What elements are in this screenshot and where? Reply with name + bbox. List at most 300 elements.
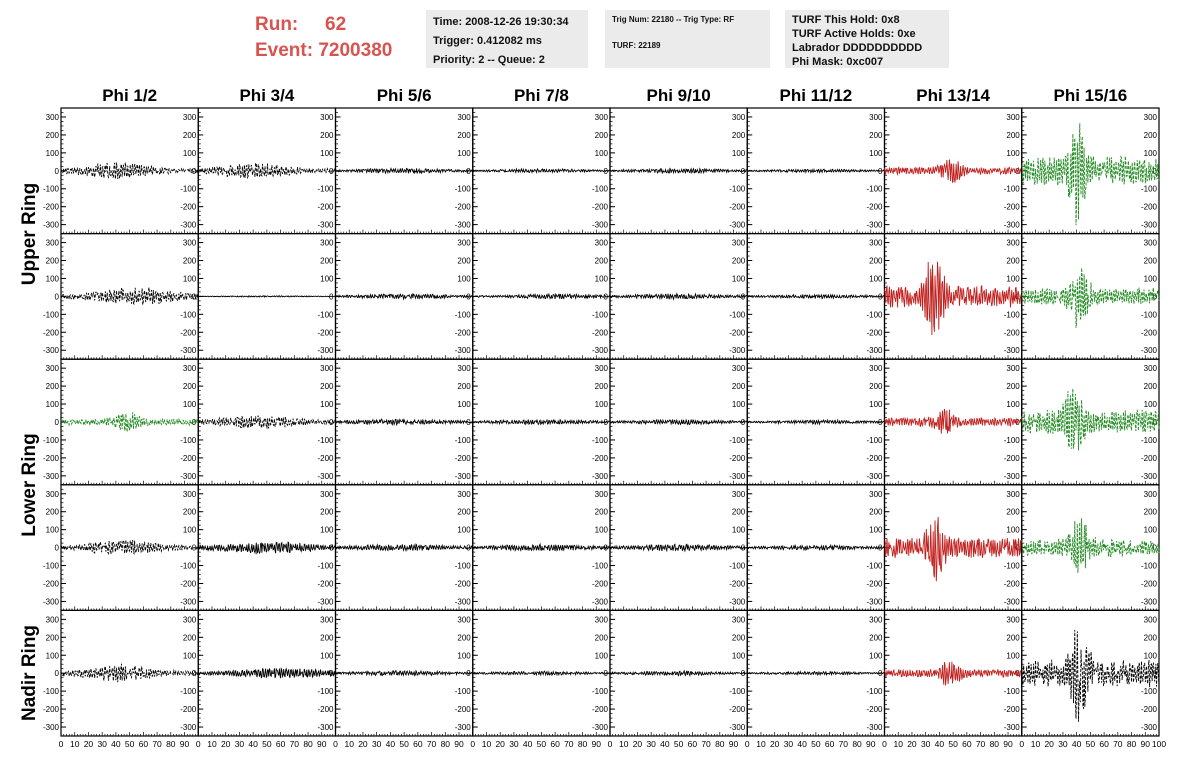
y-tick-label: -200	[454, 202, 471, 212]
y-tick-label: 300	[45, 238, 59, 248]
x-tick-label: 20	[220, 739, 231, 749]
x-tick-label: 10	[344, 739, 354, 749]
x-tick-label: 60	[275, 739, 286, 749]
y-tick-label: -200	[1140, 202, 1157, 212]
y-tick-label: 300	[731, 489, 746, 499]
y-tick-label: 0	[740, 292, 746, 302]
waveform-panel	[198, 359, 335, 485]
y-tick-label: 300	[45, 364, 59, 374]
y-tick-label: 100	[731, 274, 746, 284]
x-tick-label: 60	[1099, 739, 1109, 749]
y-tick-label: 100	[1143, 274, 1157, 284]
y-tick-label: 300	[457, 112, 471, 122]
waveform-panel	[747, 234, 884, 360]
x-tick-label: 30	[371, 739, 382, 749]
y-tick-label: 0	[878, 418, 883, 427]
y-tick-label: -200	[454, 453, 471, 463]
y-tick-label: -200	[317, 453, 334, 463]
y-tick-label: 200	[45, 382, 59, 392]
waveform-panel	[473, 485, 610, 611]
x-tick-label: 20	[769, 739, 780, 749]
y-tick-label: 200	[457, 130, 471, 140]
y-tick-label: -200	[591, 453, 608, 463]
x-tick-label: 90	[866, 739, 876, 749]
y-tick-label: -100	[866, 687, 883, 697]
trig-num-text: Trig Num: 22180 -- Trig Type: RF	[612, 15, 735, 24]
y-tick-label: 0	[1152, 292, 1157, 302]
y-tick-label: 300	[1006, 112, 1020, 122]
y-tick-label: -300	[180, 597, 197, 607]
waveform-trace	[747, 672, 884, 675]
y-tick-label: -100	[317, 561, 334, 571]
y-tick-label: 200	[45, 130, 59, 140]
y-tick-label: -200	[180, 202, 197, 212]
y-tick-label: -300	[454, 346, 471, 356]
y-tick-label: -200	[1140, 328, 1157, 338]
y-tick-label: -300	[180, 723, 197, 733]
waveform-trace	[473, 420, 610, 425]
waveform-trace	[885, 262, 1022, 338]
y-tick-label: 0	[54, 418, 59, 427]
y-tick-label: 300	[457, 364, 471, 374]
waveform-panel	[1022, 610, 1159, 736]
y-tick-label: -100	[729, 184, 746, 194]
waveform-panel	[747, 485, 884, 611]
y-tick-label: 200	[869, 256, 883, 266]
y-tick-label: -200	[729, 453, 746, 463]
y-tick-label: -100	[317, 687, 334, 697]
y-tick-label: -100	[866, 310, 883, 320]
y-tick-label: -200	[866, 579, 883, 589]
x-tick-label: 30	[783, 739, 794, 749]
y-tick-label: 0	[1015, 292, 1020, 302]
x-tick-label: 20	[358, 739, 368, 749]
y-tick-label: 100	[457, 525, 471, 535]
x-tick-label: 40	[385, 739, 396, 749]
y-tick-label: -300	[866, 220, 883, 230]
y-tick-label: 0	[1152, 543, 1157, 553]
y-tick-label: -100	[180, 310, 197, 320]
y-tick-label: 200	[320, 507, 334, 517]
waveform-trace	[336, 292, 473, 302]
waveform-trace	[885, 517, 1022, 581]
y-tick-label: -100	[1140, 310, 1157, 320]
y-tick-label: -300	[866, 723, 883, 733]
waveform-panel	[747, 610, 884, 736]
y-tick-label: -300	[866, 471, 883, 481]
y-tick-label: 300	[1143, 489, 1157, 499]
y-tick-label: 300	[869, 238, 883, 248]
y-tick-label: -100	[454, 561, 471, 571]
waveform-trace	[747, 420, 884, 424]
y-tick-label: 0	[329, 669, 334, 679]
y-tick-label: 200	[1006, 256, 1020, 266]
x-tick-label: 0	[470, 739, 476, 749]
x-tick-label: 60	[413, 739, 423, 749]
y-tick-label: -200	[317, 579, 334, 589]
y-tick-label: 300	[594, 112, 608, 122]
y-tick-label: 100	[182, 525, 197, 535]
ring-label: Lower Ring	[19, 433, 40, 537]
y-tick-label: -100	[866, 435, 883, 445]
y-tick-label: -200	[591, 579, 608, 589]
y-tick-label: 0	[54, 543, 59, 553]
y-tick-label: -300	[729, 597, 746, 607]
y-tick-label: 200	[869, 633, 883, 643]
y-tick-label: 0	[1015, 166, 1020, 176]
y-tick-label: 0	[1015, 669, 1020, 679]
y-tick-label: 100	[594, 525, 608, 535]
waveform-trace	[61, 664, 198, 683]
x-tick-label: 30	[1058, 739, 1068, 749]
y-tick-label: 0	[603, 418, 608, 427]
x-tick-label: 40	[660, 739, 670, 749]
y-tick-label: 200	[594, 633, 608, 643]
y-tick-label: 300	[869, 112, 883, 122]
y-tick-label: 100	[1143, 148, 1157, 158]
y-tick-label: 200	[182, 382, 197, 392]
x-tick-label: 40	[111, 739, 121, 749]
y-tick-label: 100	[1006, 148, 1020, 158]
y-tick-label: -100	[1140, 687, 1157, 697]
waveform-panel	[885, 359, 1022, 485]
waveform-panel	[198, 234, 335, 360]
y-tick-label: 100	[45, 651, 59, 661]
waveform-trace	[610, 166, 747, 176]
y-tick-label: 300	[869, 489, 883, 499]
y-tick-label: 200	[182, 130, 197, 140]
x-tick-label: 10	[893, 739, 903, 749]
x-tick-label: 80	[166, 739, 176, 749]
y-tick-label: 100	[594, 274, 608, 284]
y-tick-label: 200	[1143, 256, 1157, 266]
x-tick-label: 90	[1140, 739, 1151, 749]
y-tick-label: 300	[45, 615, 59, 625]
x-tick-label: 70	[1113, 739, 1123, 749]
y-tick-label: 100	[320, 400, 334, 410]
y-tick-label: -300	[1140, 220, 1157, 230]
y-tick-label: -200	[1003, 453, 1020, 463]
y-tick-label: 300	[594, 364, 608, 374]
y-tick-label: -300	[591, 471, 608, 481]
column-header: Phi 9/10	[646, 86, 711, 105]
y-tick-label: -100	[180, 687, 197, 697]
y-tick-label: 0	[603, 292, 608, 302]
y-tick-label: 300	[320, 615, 334, 625]
y-tick-label: -100	[729, 310, 746, 320]
x-tick-label: 70	[838, 739, 849, 749]
x-tick-label: 10	[207, 739, 217, 749]
x-tick-label: 90	[179, 739, 190, 749]
y-tick-label: -100	[317, 435, 334, 445]
y-tick-label: 0	[191, 166, 197, 176]
x-tick-label: 50	[811, 739, 821, 749]
y-tick-label: 0	[603, 543, 608, 553]
x-tick-label: 10	[69, 739, 80, 749]
y-tick-label: 100	[869, 525, 883, 535]
y-tick-label: 0	[329, 543, 334, 553]
y-tick-label: 0	[329, 166, 334, 176]
waveform-trace	[747, 294, 884, 298]
waveform-panel	[336, 610, 473, 736]
y-tick-label: 0	[603, 669, 608, 679]
y-tick-label: -200	[454, 328, 471, 338]
y-tick-label: 0	[740, 418, 746, 427]
waveform-trace	[610, 294, 747, 300]
column-header: Phi 3/4	[239, 86, 295, 105]
y-tick-label: 100	[1006, 274, 1020, 284]
y-tick-label: 200	[869, 130, 883, 140]
y-tick-label: 300	[1006, 489, 1020, 499]
waveform-trace	[61, 540, 198, 554]
y-tick-label: 200	[1143, 382, 1157, 392]
y-tick-label: -100	[591, 561, 608, 571]
waveform-panel	[336, 359, 473, 485]
labrador-text: Labrador DDDDDDDDDD	[792, 42, 923, 54]
y-tick-label: 0	[740, 543, 746, 553]
x-tick-label: 30	[646, 739, 656, 749]
y-tick-label: -200	[866, 453, 883, 463]
y-tick-label: 300	[182, 615, 197, 625]
x-tick-label: 70	[289, 739, 300, 749]
run-value: 62	[325, 14, 347, 35]
waveform-panel	[43, 234, 198, 360]
y-tick-label: -200	[454, 579, 471, 589]
waveform-trace	[1022, 389, 1159, 451]
waveform-trace	[1022, 630, 1159, 722]
y-tick-label: -300	[317, 471, 334, 481]
y-tick-label: 0	[1152, 418, 1157, 427]
y-tick-label: -100	[1003, 310, 1020, 320]
y-tick-label: -300	[454, 471, 471, 481]
y-tick-label: -300	[1140, 471, 1157, 481]
turf-num-text: TURF: 22189	[612, 41, 661, 50]
y-tick-label: -100	[317, 310, 334, 320]
y-tick-label: -100	[1140, 184, 1157, 194]
y-tick-label: -200	[42, 328, 59, 338]
column-header: Phi 13/14	[916, 86, 990, 105]
x-tick-label: 10	[756, 739, 766, 749]
waveform-trace	[747, 169, 884, 172]
y-tick-label: 0	[603, 166, 608, 176]
y-tick-label: 0	[1152, 669, 1157, 679]
waveform-panel	[198, 485, 335, 611]
waveform-trace	[473, 671, 610, 675]
y-tick-label: -100	[1003, 561, 1020, 571]
waveform-trace	[198, 296, 335, 297]
y-tick-label: 300	[1006, 238, 1020, 248]
y-tick-label: 200	[1006, 633, 1020, 643]
x-tick-label: 40	[797, 739, 807, 749]
y-tick-label: -100	[454, 184, 471, 194]
y-tick-label: 100	[182, 274, 197, 284]
y-tick-label: -200	[42, 202, 59, 212]
y-tick-label: 0	[191, 669, 197, 679]
y-tick-label: 200	[1143, 507, 1157, 517]
ring-label: Upper Ring	[19, 182, 40, 285]
x-tick-label: 10	[481, 739, 492, 749]
waveform-trace	[610, 544, 747, 551]
y-tick-label: 100	[731, 651, 746, 661]
y-tick-label: -100	[42, 184, 59, 194]
waveform-panel	[885, 108, 1022, 234]
waveform-panel	[885, 610, 1022, 736]
waveform-trace	[747, 545, 884, 550]
y-tick-label: -200	[591, 705, 608, 715]
x-tick-label: 20	[495, 739, 505, 749]
waveform-trace	[885, 662, 1022, 686]
y-tick-label: -100	[42, 435, 59, 445]
y-tick-label: 100	[1006, 525, 1020, 535]
y-tick-label: 200	[731, 256, 746, 266]
x-tick-label: 20	[632, 739, 643, 749]
y-tick-label: 100	[594, 400, 608, 410]
y-tick-label: 0	[466, 669, 471, 679]
waveform-panel	[198, 610, 335, 736]
x-tick-label: 80	[1126, 739, 1137, 749]
y-tick-label: 100	[1006, 651, 1020, 661]
y-tick-label: -100	[866, 184, 883, 194]
x-tick-label: 90	[317, 739, 327, 749]
y-tick-label: 0	[878, 166, 883, 176]
x-tick-label: 70	[701, 739, 711, 749]
y-tick-label: 200	[594, 130, 608, 140]
y-tick-label: 100	[182, 400, 197, 410]
y-tick-label: -100	[1003, 687, 1020, 697]
y-tick-label: -300	[1140, 597, 1157, 607]
y-tick-label: 200	[1143, 130, 1157, 140]
y-tick-label: 0	[329, 292, 334, 302]
x-tick-label: 0	[1019, 739, 1025, 749]
y-tick-label: -200	[1140, 453, 1157, 463]
y-tick-label: 200	[869, 507, 883, 517]
y-tick-label: 200	[731, 130, 746, 140]
waveform-trace	[610, 420, 747, 425]
y-tick-label: -200	[42, 453, 59, 463]
y-tick-label: 0	[878, 669, 883, 679]
y-tick-label: -300	[591, 723, 608, 733]
y-tick-label: -200	[317, 328, 334, 338]
x-tick-label: 90	[728, 739, 739, 749]
y-tick-label: 300	[1143, 364, 1157, 374]
y-tick-label: 300	[594, 238, 608, 248]
y-tick-label: -200	[1140, 705, 1157, 715]
y-tick-label: 100	[869, 148, 883, 158]
x-tick-label: 70	[426, 739, 437, 749]
y-tick-label: 200	[594, 382, 608, 392]
waveform-trace	[336, 669, 473, 679]
y-tick-label: -100	[42, 310, 59, 320]
x-tick-label: 10	[618, 739, 629, 749]
y-tick-label: -100	[591, 310, 608, 320]
waveform-trace	[1022, 518, 1159, 573]
y-tick-label: -300	[42, 471, 59, 481]
y-tick-label: -300	[1140, 346, 1157, 356]
y-tick-label: 0	[466, 543, 471, 553]
y-tick-label: 300	[1143, 615, 1157, 625]
y-tick-label: 300	[182, 364, 197, 374]
waveform-panel	[885, 234, 1022, 360]
y-tick-label: 300	[1006, 615, 1020, 625]
waveform-panel	[747, 359, 884, 485]
waveform-panel	[43, 359, 198, 485]
column-header: Phi 1/2	[102, 86, 158, 105]
y-tick-label: -100	[729, 435, 746, 445]
waveform-panel	[336, 234, 473, 360]
y-tick-label: 0	[1015, 418, 1020, 427]
x-tick-label: 40	[1071, 739, 1082, 749]
waveform-panel	[885, 485, 1022, 611]
phi-mask-text: Phi Mask: 0xc007	[792, 56, 884, 68]
y-tick-label: 300	[731, 364, 746, 374]
y-tick-label: 100	[457, 400, 471, 410]
y-tick-label: 0	[1015, 543, 1020, 553]
y-tick-label: -300	[1003, 471, 1020, 481]
y-tick-label: -300	[454, 723, 471, 733]
y-tick-label: -300	[180, 471, 197, 481]
y-tick-label: -300	[1003, 723, 1020, 733]
x-tick-label: 30	[509, 739, 519, 749]
waveform-trace	[473, 169, 610, 173]
y-tick-label: 300	[869, 615, 883, 625]
y-tick-label: 300	[45, 112, 59, 122]
x-tick-label: 50	[673, 739, 684, 749]
y-tick-label: 0	[329, 418, 334, 427]
y-tick-label: -200	[42, 579, 59, 589]
y-tick-label: 100	[45, 274, 59, 284]
y-tick-label: 200	[457, 633, 471, 643]
y-tick-label: -200	[180, 579, 197, 589]
trigger-text: Trigger: 0.412082 ms	[433, 35, 542, 47]
y-tick-label: -300	[591, 220, 608, 230]
y-tick-label: 200	[457, 382, 471, 392]
x-tick-label: 40	[522, 739, 533, 749]
waveform-panel	[336, 485, 473, 611]
y-tick-label: 100	[320, 274, 334, 284]
y-tick-label: -200	[42, 705, 59, 715]
waveform-trace	[1022, 123, 1159, 225]
y-tick-label: 300	[594, 489, 608, 499]
x-tick-label: 40	[934, 739, 945, 749]
y-tick-label: -100	[42, 687, 59, 697]
x-tick-label: 10	[1030, 739, 1041, 749]
waveform-panel	[473, 234, 610, 360]
y-tick-label: -300	[317, 723, 334, 733]
x-tick-label: 80	[303, 739, 313, 749]
x-tick-label: 0	[882, 739, 887, 749]
x-tick-label: 60	[962, 739, 972, 749]
waveform-panel	[43, 485, 198, 611]
y-tick-label: 0	[54, 166, 59, 176]
y-tick-label: -100	[42, 561, 59, 571]
waveform-trace	[473, 544, 610, 551]
y-tick-label: 200	[1143, 633, 1157, 643]
waveform-panel	[610, 108, 747, 234]
y-tick-label: 100	[320, 651, 334, 661]
x-tick-label: 0	[744, 739, 750, 749]
x-tick-label: 50	[399, 739, 409, 749]
y-tick-label: -100	[1140, 561, 1157, 571]
y-tick-label: 200	[45, 633, 59, 643]
y-tick-label: -200	[729, 705, 746, 715]
y-tick-label: 100	[869, 651, 883, 661]
x-tick-label: 100	[1151, 739, 1167, 749]
y-tick-label: -100	[454, 687, 471, 697]
y-tick-label: -200	[1140, 579, 1157, 589]
column-header: Phi 15/16	[1053, 86, 1128, 105]
y-tick-label: -100	[591, 435, 608, 445]
y-tick-label: 100	[594, 148, 608, 158]
